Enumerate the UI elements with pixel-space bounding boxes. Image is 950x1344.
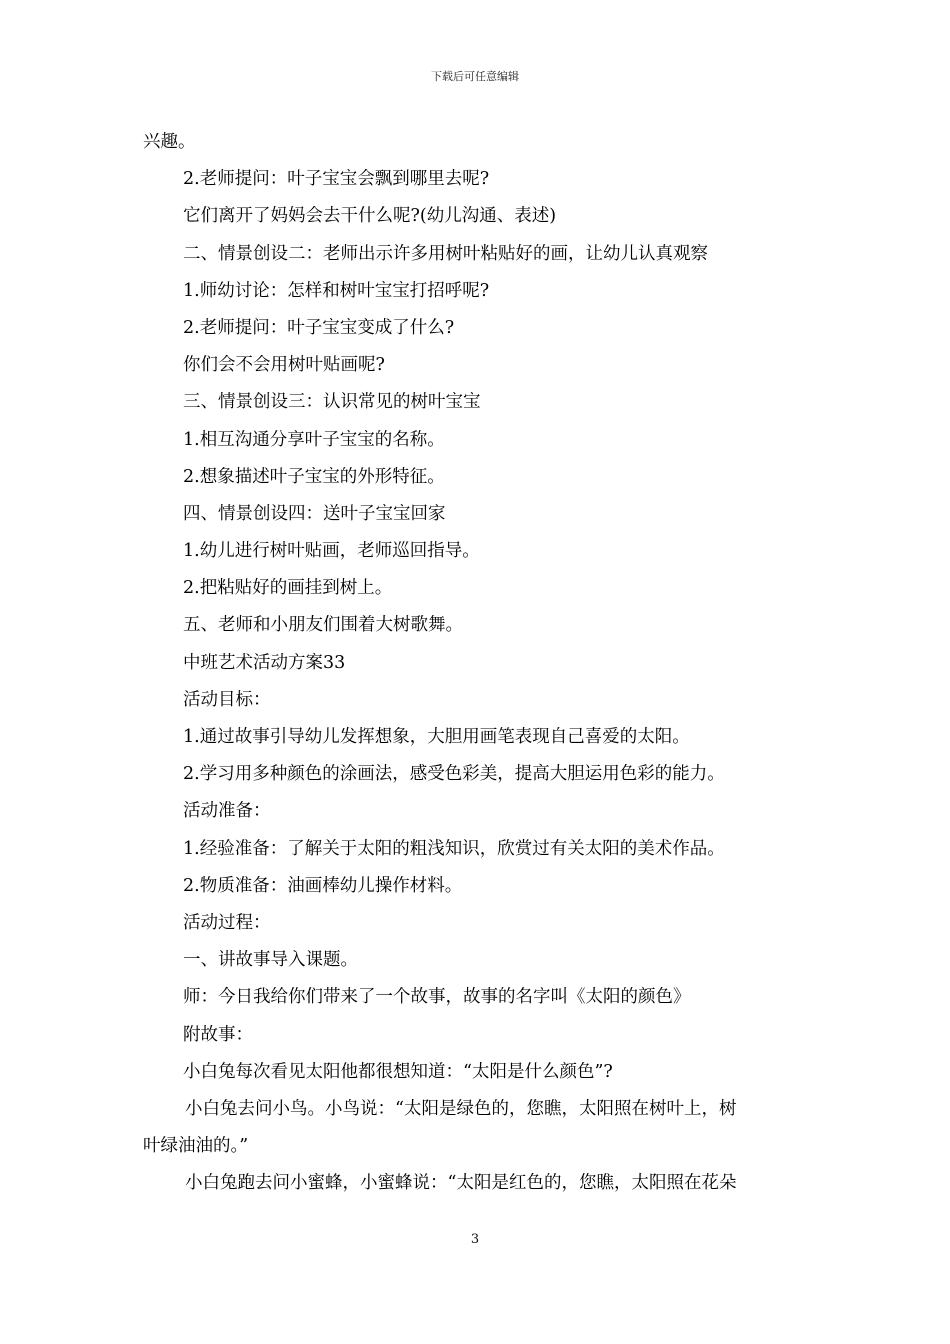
paragraph-line: 五、老师和小朋友们围着大树歌舞。 xyxy=(183,615,463,636)
paragraph-line: 1.通过故事引导幼儿发挥想象，大胆用画笔表现自己喜爱的太阳。 xyxy=(183,727,690,747)
paragraph-line: 小白兔跑去问小蜜蜂，小蜜蜂说：“太阳是红色的，您瞧，太阳照在花朵 xyxy=(185,1173,737,1194)
paragraph-line: 2.老师提问：叶子宝宝会飘到哪里去呢? xyxy=(183,169,490,190)
paragraph-line: 二、情景创设二：老师出示许多用树叶粘贴好的画，让幼儿认真观察 xyxy=(183,243,708,264)
paragraph-line: 它们离开了妈妈会去干什么呢?(幼儿沟通、表述) xyxy=(183,206,557,227)
paragraph-line: 师：今日我给你们带来了一个故事，故事的名字叫《太阳的颜色》 xyxy=(183,987,691,1008)
page-number: 3 xyxy=(470,1232,480,1247)
paragraph-line: 小白兔每次看见太阳他都很想知道：“太阳是什么颜色”? xyxy=(183,1061,613,1082)
paragraph-line: 2.想象描述叶子宝宝的外形特征。 xyxy=(183,466,445,487)
paragraph-line: 1.幼儿进行树叶贴画，老师巡回指导。 xyxy=(183,541,480,562)
paragraph-line: 叶绿油油的。” xyxy=(143,1136,249,1157)
page-header: 下载后可任意编辑 xyxy=(431,70,519,83)
paragraph-line: 活动过程： xyxy=(183,912,271,933)
paragraph-line: 活动目标： xyxy=(183,689,271,710)
paragraph-line: 2.物质准备：油画棒幼儿操作材料。 xyxy=(183,875,463,896)
paragraph-line: 一、讲故事导入课题。 xyxy=(183,950,358,971)
paragraph-line: 活动准备： xyxy=(183,801,271,822)
paragraph-line: 2.学习用多种颜色的涂画法，感受色彩美，提高大胆运用色彩的能力。 xyxy=(183,764,725,785)
section-title: 中班艺术活动方案33 xyxy=(183,652,346,673)
paragraph-line: 兴趣。 xyxy=(143,132,196,152)
paragraph-line: 三、情景创设三：认识常见的树叶宝宝 xyxy=(183,392,481,413)
paragraph-line: 附故事： xyxy=(183,1024,253,1045)
paragraph-line: 2.老师提问：叶子宝宝变成了什么? xyxy=(183,317,455,338)
paragraph-line: 1.经验准备：了解关于太阳的粗浅知识，欣赏过有关太阳的美术作品。 xyxy=(183,838,725,859)
paragraph-line: 2.把粘贴好的画挂到树上。 xyxy=(183,578,393,599)
paragraph-line: 1.相互沟通分享叶子宝宝的名称。 xyxy=(183,429,445,450)
paragraph-line: 1.师幼讨论：怎样和树叶宝宝打招呼呢? xyxy=(183,280,490,301)
paragraph-line: 你们会不会用树叶贴画呢? xyxy=(183,355,385,376)
document-body xyxy=(143,124,813,1202)
paragraph-line: 小白兔去问小鸟。小鸟说：“太阳是绿色的，您瞧，太阳照在树叶上，树 xyxy=(185,1098,737,1119)
paragraph-line: 四、情景创设四：送叶子宝宝回家 xyxy=(183,503,446,524)
